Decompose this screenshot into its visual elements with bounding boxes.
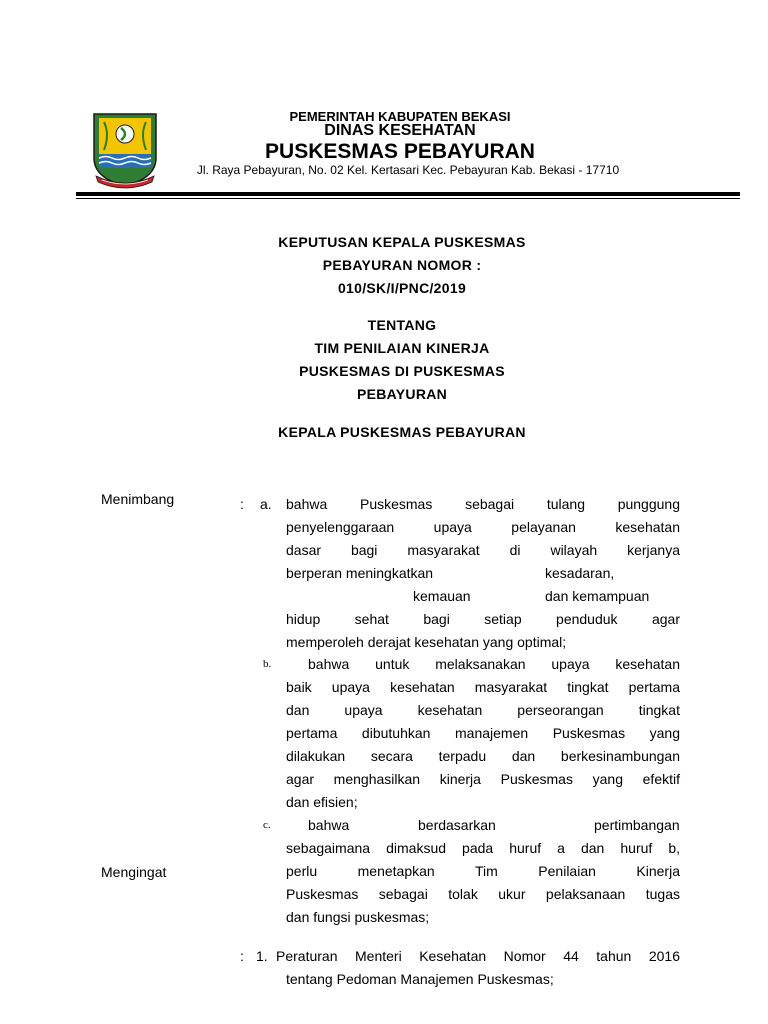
decree-subject-line2: PUSKESMAS DI PUSKESMAS: [299, 363, 505, 379]
mengingat-item1-first: Peraturan Menteri Kesehatan Nomor 44 tahun 2016: [276, 948, 680, 964]
letterhead-institution: PUSKESMAS PEBAYURAN: [265, 140, 535, 163]
letterhead-government: PEMERINTAH KABUPATEN BEKASI: [289, 109, 511, 124]
mengingat-item1-second: tentang Pedoman Manajemen Puskesmas;: [286, 971, 554, 987]
item-c-last-line: dan fungsi puskesmas;: [286, 909, 430, 925]
item-c-first-mid: berdasarkan: [418, 817, 496, 833]
item-b-first-line: bahwa untuk melaksanakan upaya kesehatan: [308, 656, 680, 672]
decree-about: TENTANG: [367, 317, 437, 333]
decree-subject-line1: TIM PENILAIAN KINERJA: [314, 340, 490, 356]
item-b-last-line: dan efisien;: [286, 794, 358, 810]
decree-issuer: KEPALA PUSKESMAS PEBAYURAN: [278, 424, 526, 440]
item-c-line: perlu menetapkan Tim Penilaian Kinerja: [286, 863, 680, 879]
decree-title-line2: PEBAYURAN NOMOR :: [322, 257, 482, 273]
item-c-line: sebagaimana dimaksud pada huruf a dan huruf b,: [286, 840, 680, 856]
item-a-line4-right: kesadaran,: [545, 565, 615, 581]
item-a-line6: hidup sehat bagi setiap penduduk agar: [286, 611, 680, 627]
mengingat-colon: :: [240, 948, 244, 964]
mengingat-label: Mengingat: [101, 864, 167, 880]
item-c-marker: c.: [263, 819, 271, 831]
letterhead-rule-thin: [76, 198, 740, 199]
item-a-line4-left: berperan meningkatkan: [286, 565, 434, 581]
decree-subject-line3: PEBAYURAN: [356, 386, 448, 402]
bekasi-regency-crest-icon: [90, 112, 160, 192]
item-c-first-right: pertimbangan: [594, 817, 680, 833]
item-b-line: dan upaya kesehatan perseorangan tingkat: [286, 702, 680, 718]
item-c-line: Puskesmas sebagai tolak ukur pelaksanaan tugas: [286, 886, 680, 902]
item-b-marker: b.: [263, 658, 272, 670]
letterhead-department: DINAS KESEHATAN: [324, 122, 476, 139]
letterhead-address: Jl. Raya Pebayuran, No. 02 Kel. Kertasari Kec. Pebayuran Kab. Bekasi - 17710: [196, 163, 620, 177]
item-b-line: agar menghasilkan kinerja Puskesmas yang efektif: [286, 771, 680, 787]
decree-title-line1: KEPUTUSAN KEPALA PUSKESMAS: [278, 234, 526, 250]
menimbang-colon: :: [240, 496, 244, 512]
item-a-line7: memperoleh derajat kesehatan yang optimal;: [286, 634, 567, 650]
item-c-first-left: bahwa: [308, 817, 350, 833]
mengingat-item1-marker: 1.: [256, 948, 268, 964]
item-a-marker: a.: [260, 496, 272, 512]
item-a-line: penyelenggaraan upaya pelayanan kesehatan: [286, 519, 680, 535]
letterhead-rule-thick: [76, 192, 740, 196]
item-a-line: dasar bagi masyarakat di wilayah kerjanya: [286, 542, 680, 558]
item-b-line: dilakukan secara terpadu dan berkesinambungan: [286, 748, 680, 764]
decree-number: 010/SK/I/PNC/2019: [337, 280, 467, 296]
item-b-line: baik upaya kesehatan masyarakat tingkat pertama: [286, 679, 680, 695]
item-a-line5-right: dan kemampuan: [545, 588, 650, 604]
item-b-line: pertama dibutuhkan manajemen Puskesmas yang: [286, 725, 680, 741]
item-a-line: bahwa Puskesmas sebagai tulang punggung: [286, 496, 680, 512]
item-a-line5-left: kemauan: [413, 588, 471, 604]
menimbang-label: Menimbang: [101, 491, 175, 507]
